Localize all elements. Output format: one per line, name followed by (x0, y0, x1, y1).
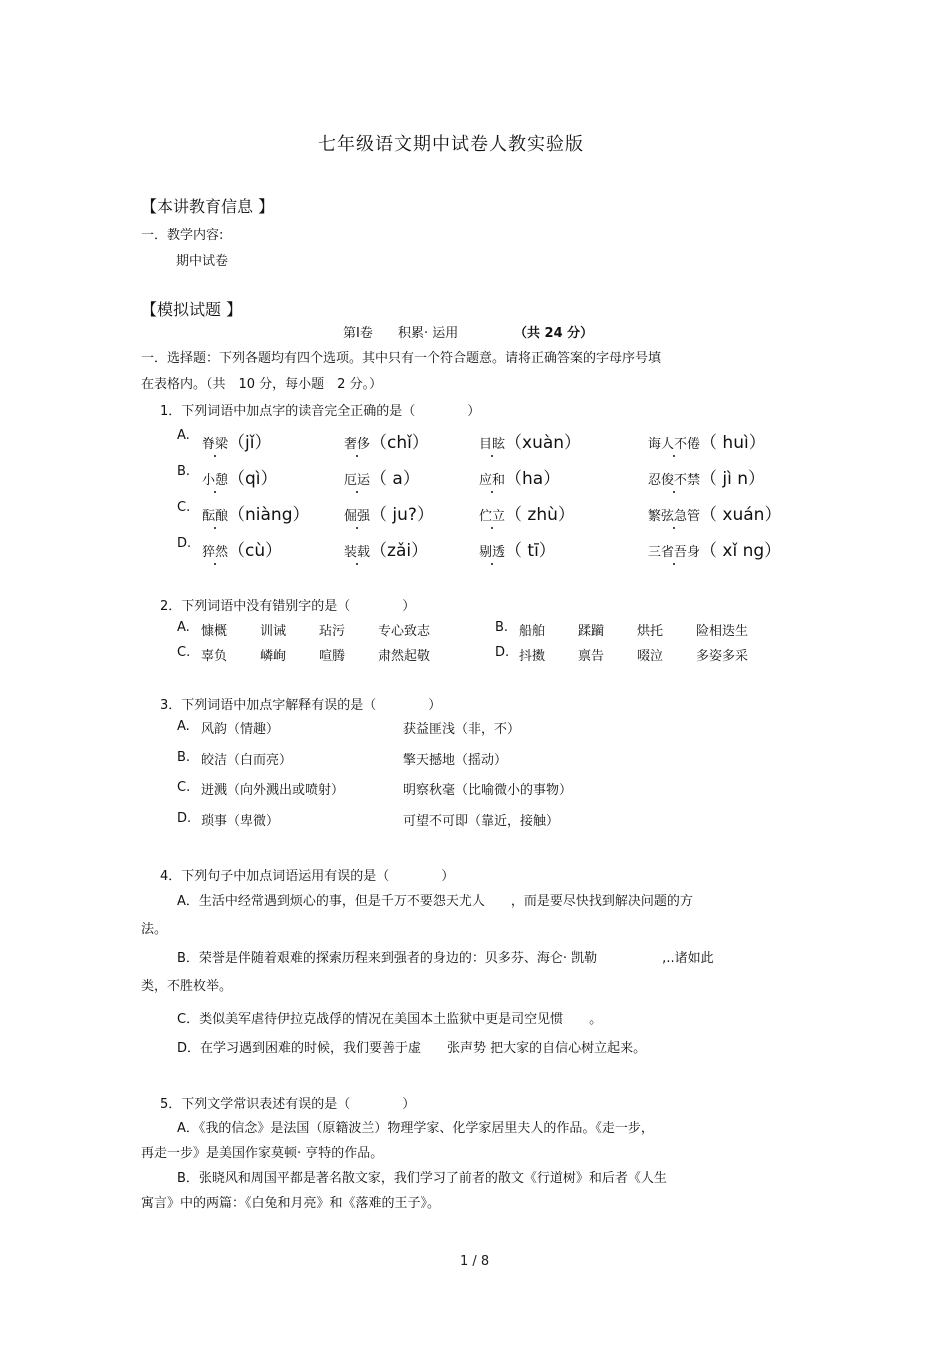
q3-option-letter: B. (177, 750, 191, 765)
q5-option-b-line1: B．张晓风和周国平都是著名散文家，我们学习了前者的散文《行道树》和后者《人生 (177, 1171, 667, 1186)
q1-pinyin: （ xuán） (700, 505, 782, 525)
q1-option-letter: A. (177, 428, 190, 443)
q2-word: 慷概 (201, 624, 228, 639)
q1-pinyin: （xuàn） (505, 433, 582, 453)
q1-word: 厄运 (344, 473, 371, 488)
q2-word: 船舶 (519, 624, 546, 639)
document-title: 七年级语文期中试卷人教实验版 (318, 134, 584, 155)
q1-pinyin: （niàng） (228, 505, 310, 525)
q1-word: 应和 (479, 473, 506, 488)
q1-option-letter: D. (177, 536, 192, 551)
q1-word: 装载 (344, 545, 371, 560)
q4-option-d: D．在学习遇到困难的时候，我们要善于虚 张声势 把大家的自信心树立起来。 (177, 1041, 647, 1056)
q2-option-letter: C. (177, 645, 191, 660)
q3-left-text: 风韵（情趣） (201, 722, 280, 737)
q4-option-a-line2: 法。 (141, 922, 168, 937)
q1-word: 三省吾身 (648, 545, 701, 560)
q2-stem: 2．下列词语中没有错别字的是（ ） (160, 599, 416, 614)
q4-option-b-line1: B．荣誉是伴随着艰难的探索历程来到强者的身边的：贝多芬、海仑· 凯勒 ,..诸如此 (177, 951, 714, 966)
q1-word: 忍俊不禁 (648, 473, 701, 488)
q2-word: 喧腾 (319, 649, 346, 664)
part1-score: （共 24 分） (514, 326, 594, 341)
q1-pinyin: （chǐ） (370, 433, 429, 453)
q1-pinyin: （zǎi） (370, 541, 429, 561)
q1-pinyin: （jǐ） (228, 433, 272, 453)
q1-word: 猝然 (202, 545, 229, 560)
q1-pinyin: （ xǐ ng） (700, 541, 782, 561)
q1-pinyin: （qì） (228, 469, 278, 489)
q2-option-letter: B. (495, 620, 509, 635)
q2-word: 专心致志 (378, 624, 431, 639)
q3-left-text: 琐事（卑微） (201, 814, 280, 829)
q1-pinyin: （ huì） (700, 433, 766, 453)
q4-option-b-line2: 类，不胜枚举。 (141, 979, 233, 994)
q1-word: 剔透 (479, 545, 506, 560)
part1-name: 第Ⅰ卷 (343, 326, 373, 341)
q1-word: 诲人不倦 (648, 437, 701, 452)
section1-instruction-line1: 一．选择题：下列各题均有四个选项。其中只有一个符合题意。请将正确答案的字母序号填 (141, 351, 662, 366)
q3-option-letter: C. (177, 780, 191, 795)
part1-title: 积累· 运用 (398, 326, 459, 341)
q3-right-text: 获益匪浅（非，不） (403, 722, 521, 737)
q3-stem: 3．下列词语中加点字解释有误的是（ ） (160, 698, 442, 713)
q5-option-a-line1: A．《我的信念》是法国（原籍波兰）物理学家、化学家居里夫人的作品。《走一步， (177, 1121, 654, 1136)
q1-pinyin: （ tī） (505, 541, 556, 561)
q1-word: 倔强 (344, 509, 371, 524)
q4-option-a-line1: A．生活中经常遇到烦心的事，但是千万不要怨天尤人 ，而是要尽快找到解决问题的方 (177, 894, 693, 909)
q3-right-text: 明察秋毫（比喻微小的事物） (403, 783, 573, 798)
q5-stem: 5．下列文学常识表述有误的是（ ） (160, 1097, 416, 1112)
q2-word: 玷污 (319, 624, 346, 639)
q2-word: 训诫 (260, 624, 287, 639)
q1-word: 目眩 (479, 437, 506, 452)
q1-pinyin: （ zhù） (505, 505, 575, 525)
q3-right-text: 擎天撼地（摇动） (403, 753, 508, 768)
q2-word: 险相迭生 (696, 624, 749, 639)
q3-option-letter: D. (177, 811, 192, 826)
q1-word: 奢侈 (344, 437, 371, 452)
q1-pinyin: （ha） (505, 469, 561, 489)
q4-option-c: C．类似美军虐待伊拉克战俘的情况在美国本土监狱中更是司空见惯 。 (177, 1012, 603, 1027)
q5-option-a-line2: 再走一步》是美国作家莫顿· 亨特的作品。 (141, 1146, 384, 1161)
q2-word: 啜泣 (637, 649, 664, 664)
teaching-label: 一．教学内容: (141, 228, 224, 243)
teaching-content: 期中试卷 (176, 254, 229, 269)
q3-right-text: 可望不可即（靠近，接触） (403, 814, 560, 829)
q1-word: 繁弦急管 (648, 509, 701, 524)
q1-word: 伫立 (479, 509, 506, 524)
page-number: 1 / 8 (460, 1254, 490, 1269)
q3-option-letter: A. (177, 719, 190, 734)
q1-pinyin: （cù） (228, 541, 283, 561)
q1-option-letter: C. (177, 500, 191, 515)
q2-word: 嶙峋 (260, 649, 287, 664)
q2-word: 禀告 (578, 649, 605, 664)
section1-instruction-line2: 在表格内。（共 10 分，每小题 2 分。） (141, 377, 383, 392)
q1-option-letter: B. (177, 464, 191, 479)
q2-word: 多姿多采 (696, 649, 749, 664)
q3-left-text: 皎洁（白而亮） (201, 753, 293, 768)
q1-pinyin: （ a） (370, 469, 420, 489)
q2-word: 烘托 (637, 624, 664, 639)
q2-option-letter: D. (495, 645, 510, 660)
q1-word: 酝酿 (202, 509, 229, 524)
q5-option-b-line2: 寓言》中的两篇：《白兔和月亮》和《落难的王子》。 (141, 1196, 441, 1211)
info-heading: 【本讲教育信息 】 (141, 197, 275, 216)
mock-heading: 【模拟试题 】 (141, 300, 243, 319)
q2-word: 肃然起敬 (378, 649, 431, 664)
q1-pinyin: （ jì n） (700, 469, 766, 489)
q2-word: 蹂躏 (578, 624, 605, 639)
q4-stem: 4．下列句子中加点词语运用有误的是（ ） (160, 869, 455, 884)
q1-stem: 1．下列词语中加点字的读音完全正确的是（ ） (160, 404, 481, 419)
q1-word: 脊梁 (202, 437, 229, 452)
q2-word: 抖擞 (519, 649, 546, 664)
q2-option-letter: A. (177, 620, 190, 635)
q1-pinyin: （ ju?） (370, 505, 434, 525)
q1-word: 小憩 (202, 473, 229, 488)
q3-left-text: 迸溅（向外溅出或喷射） (201, 783, 345, 798)
q2-word: 辜负 (201, 649, 228, 664)
